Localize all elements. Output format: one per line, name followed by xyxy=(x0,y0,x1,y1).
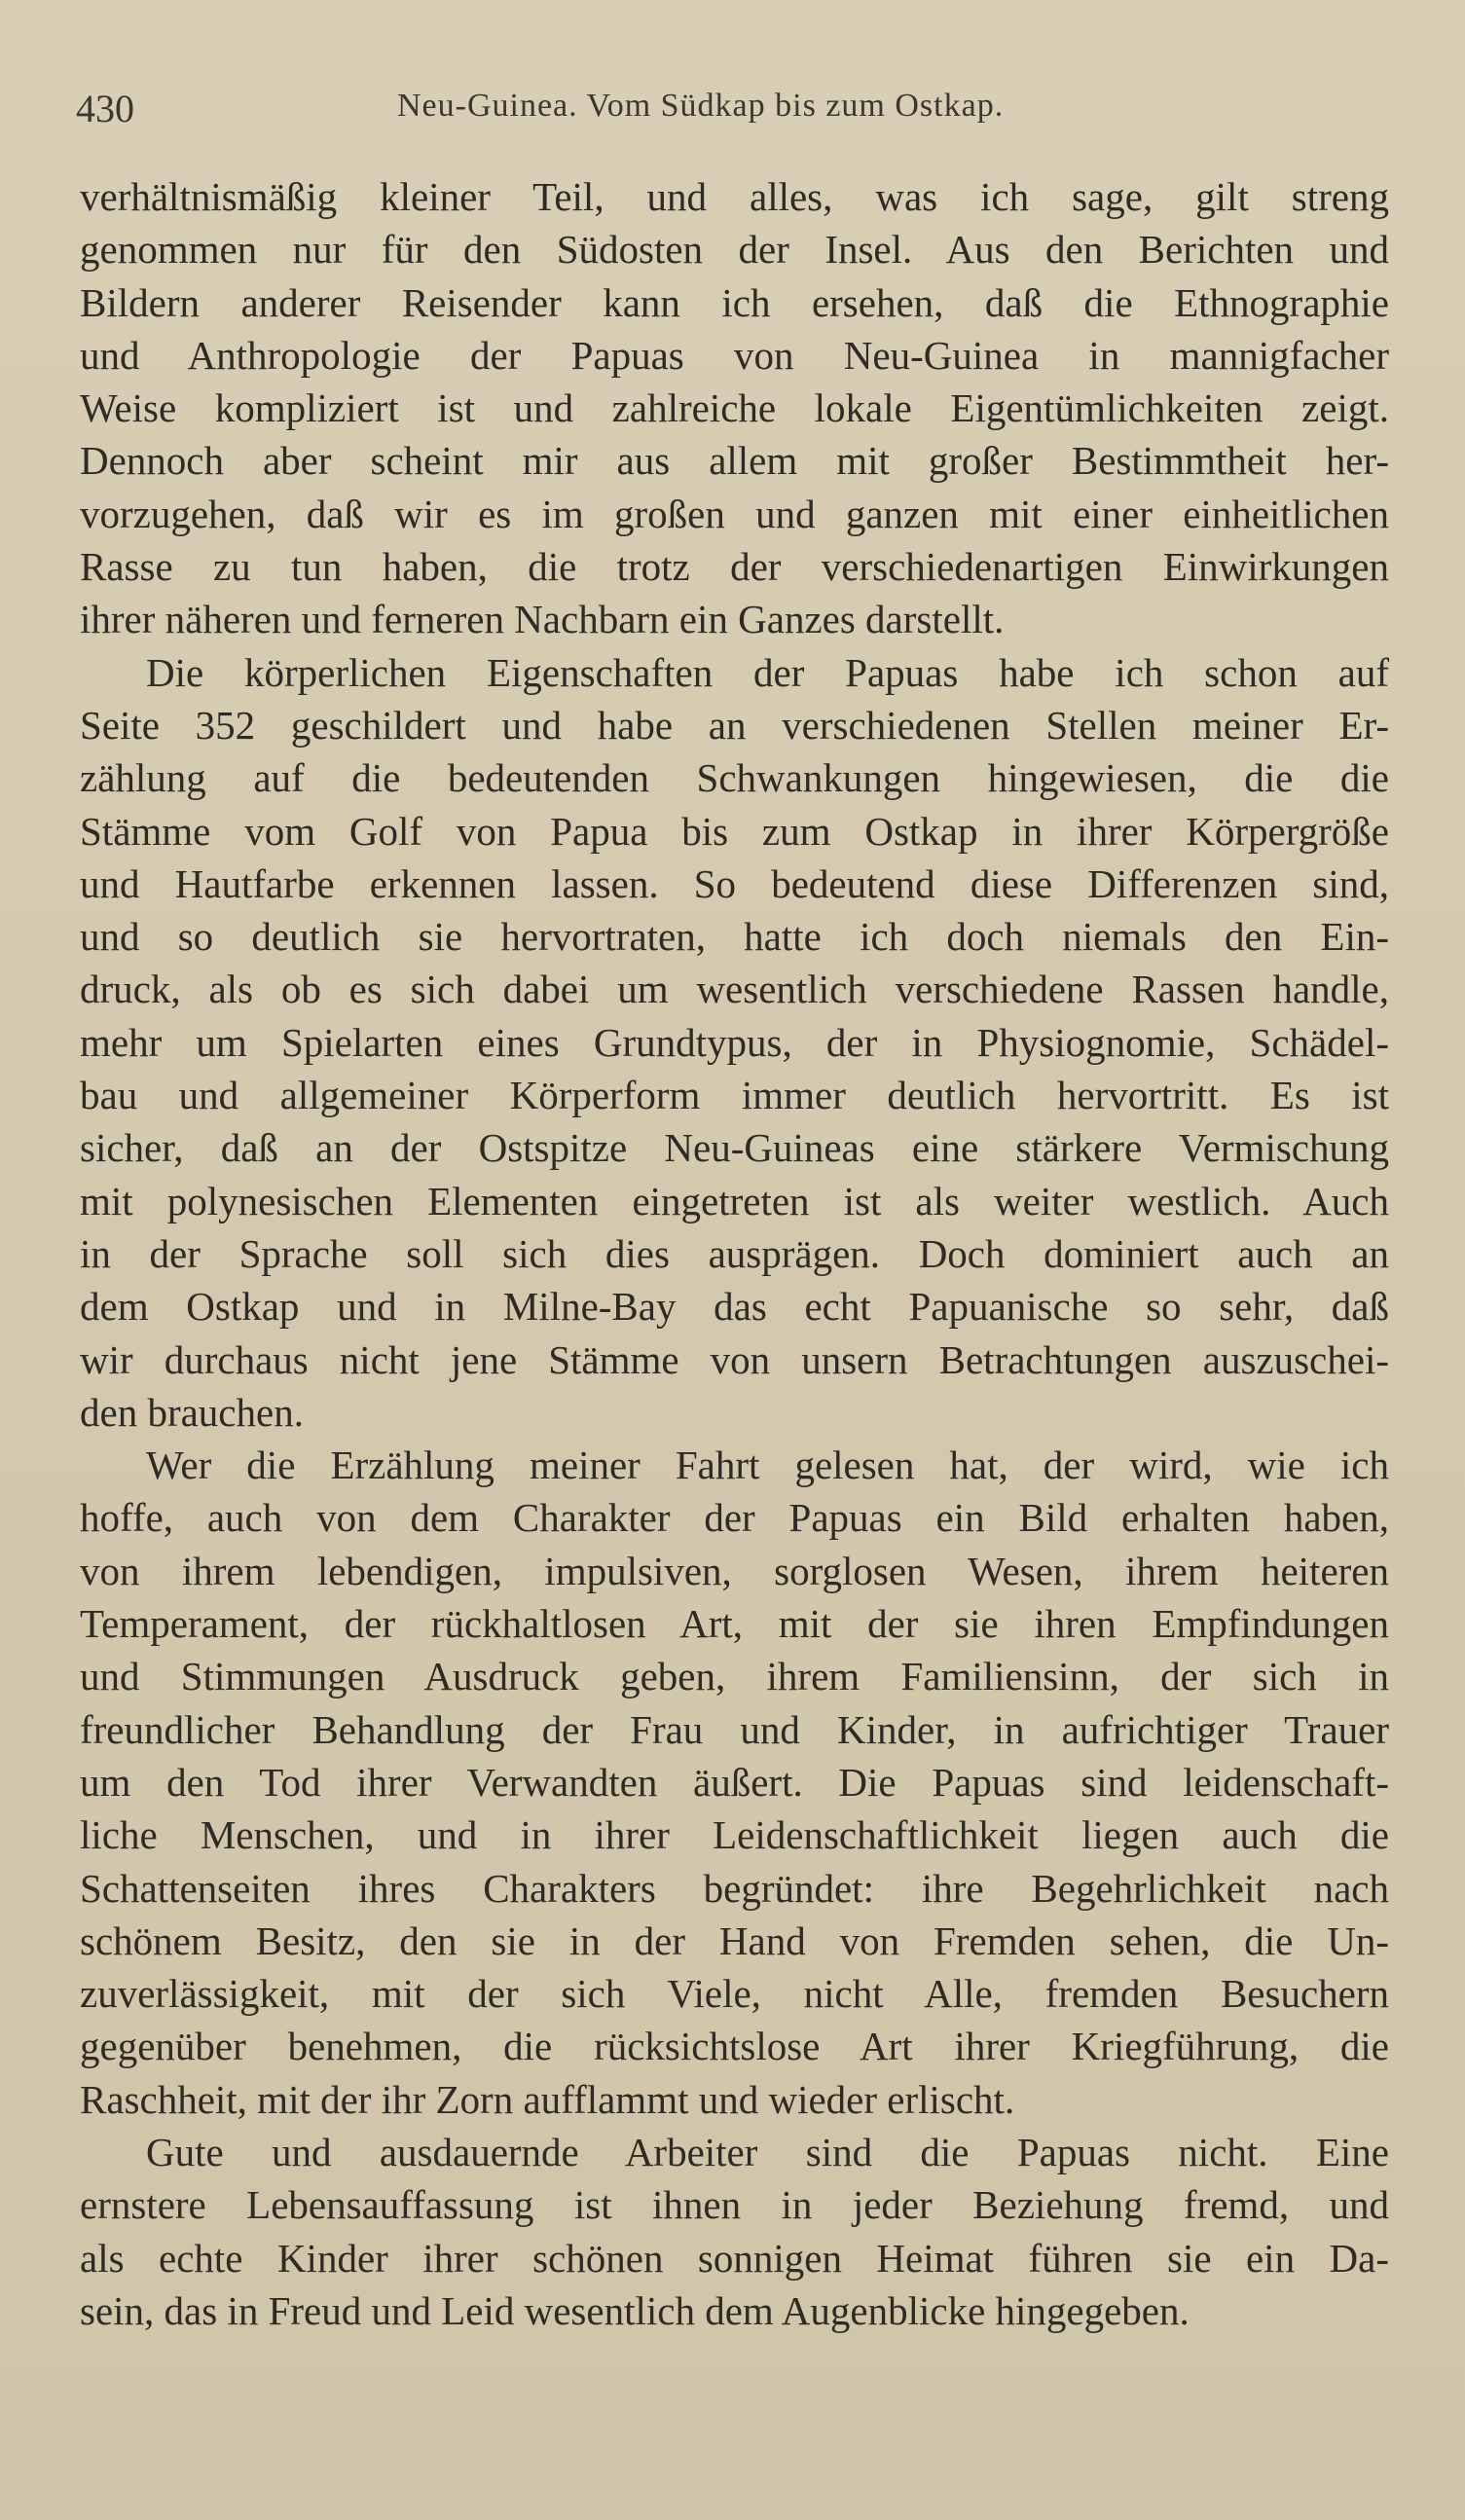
text-line: ernstere Lebensauffassung ist ihnen in jeder Beziehung fremd, und xyxy=(80,2182,1389,2228)
page-header xyxy=(76,86,1390,134)
text-line: schönem Besitz, den sie in der Hand von Fremden sehen, die Un- xyxy=(80,1917,1389,1963)
text-line: Dennoch aber scheint mir aus allem mit großer Bestimmtheit her- xyxy=(80,438,1389,484)
body-text xyxy=(80,170,1389,2337)
text-line: Rasse zu tun haben, die trotz der verschiedenartigen Einwirkungen xyxy=(80,544,1389,590)
text-line: und Stimmungen Ausdruck geben, ihrem Familiensinn, der sich in xyxy=(80,1654,1389,1699)
text-line: zuverlässigkeit, mit der sich Viele, nicht Alle, fremden Besuchern xyxy=(80,1971,1389,2017)
paragraph xyxy=(80,170,1389,646)
paragraph xyxy=(80,2126,1389,2337)
text-line: gegenüber benehmen, die rücksichtslose Art ihrer Kriegführung, die xyxy=(80,2024,1389,2069)
text-line: mit polynesischen Elementen eingetreten ist als weiter westlich. Auch xyxy=(80,1178,1389,1223)
text-line: mehr um Spielarten eines Grundtypus, der in Physiognomie, Schädel- xyxy=(80,1019,1389,1065)
text-line: Weise kompliziert ist und zahlreiche lokale Eigentümlichkeiten zeigt. xyxy=(80,385,1389,431)
text-line: und Hautfarbe erkennen lassen. So bedeutend diese Differenzen sind, xyxy=(80,860,1389,906)
text-line: vorzugehen, daß wir es im großen und ganzen mit einer einheitlichen xyxy=(80,491,1389,536)
text-line: in der Sprache soll sich dies ausprägen. Doch dominiert auch an xyxy=(80,1230,1389,1276)
text-line: bau und allgemeiner Körperform immer deutlich hervortritt. Es ist xyxy=(80,1073,1389,1118)
text-line: druck, als ob es sich dabei um wesentlich verschiedene Rassen handle, xyxy=(80,967,1389,1012)
paragraph xyxy=(80,646,1389,1439)
page-number: 430 xyxy=(76,87,134,130)
text-line: liche Menschen, und in ihrer Leidenschaftlichkeit liegen auch die xyxy=(80,1812,1389,1858)
text-line: um den Tod ihrer Verwandten äußert. Die Papuas sind leidenschaft- xyxy=(80,1759,1389,1805)
text-line: Schattenseiten ihres Charakters begründet: ihre Begehrlichkeit nach xyxy=(80,1865,1389,1911)
paragraph xyxy=(80,1439,1389,2126)
text-line: Temperament, der rückhaltlosen Art, mit der sie ihren Empfindungen xyxy=(80,1601,1389,1647)
text-line: sein, das in Freud und Leid wesentlich dem Augenblicke hingegeben. xyxy=(80,2287,1190,2333)
text-line: den brauchen. xyxy=(80,1389,304,1435)
text-line: verhältnismäßig kleiner Teil, und alles, was ich sage, gilt streng xyxy=(80,174,1389,219)
text-line: als echte Kinder ihrer schönen sonnigen Heimat führen sie ein Da- xyxy=(80,2235,1389,2281)
text-line: sicher, daß an der Ostspitze Neu-Guineas eine stärkere Vermischung xyxy=(80,1125,1389,1171)
text-line: Gute und ausdauernde Arbeiter sind die Papuas nicht. Eine xyxy=(146,2129,1389,2174)
text-line: Raschheit, mit der ihr Zorn aufflammt und wieder erlischt. xyxy=(80,2076,1015,2122)
text-line: genommen nur für den Südosten der Insel. Aus den Berichten und xyxy=(80,227,1389,273)
text-line: dem Ostkap und in Milne-Bay das echt Papuanische so sehr, daß xyxy=(80,1284,1389,1330)
text-line: Stämme vom Golf von Papua bis zum Ostkap in ihrer Körpergröße xyxy=(80,808,1389,854)
text-line: Bildern anderer Reisender kann ich ersehen, daß die Ethnographie xyxy=(80,279,1389,325)
text-line: hoffe, auch von dem Charakter der Papuas ein Bild erhalten haben, xyxy=(80,1495,1389,1541)
text-line: und so deutlich sie hervortraten, hatte ich doch niemals den Ein- xyxy=(80,914,1389,960)
running-head: Neu-Guinea. Vom Südkap bis zum Ostkap. xyxy=(397,88,1005,124)
text-line: und Anthropologie der Papuas von Neu-Guinea in mannigfacher xyxy=(80,332,1389,378)
text-line: Die körperlichen Eigenschaften der Papuas habe ich schon auf xyxy=(146,649,1389,695)
text-line: freundlicher Behandlung der Frau und Kinder, in aufrichtiger Trauer xyxy=(80,1706,1389,1752)
text-line: zählung auf die bedeutenden Schwankungen hingewiesen, die die xyxy=(80,755,1389,801)
text-line: ihrer näheren und ferneren Nachbarn ein Ganzes darstellt. xyxy=(80,597,1005,642)
text-line: Seite 352 geschildert und habe an verschiedenen Stellen meiner Er- xyxy=(80,702,1389,748)
text-line: von ihrem lebendigen, impulsiven, sorglosen Wesen, ihrem heiteren xyxy=(80,1548,1389,1593)
text-line: wir durchaus nicht jene Stämme von unsern Betrachtungen auszuschei- xyxy=(80,1336,1389,1382)
text-line: Wer die Erzählung meiner Fahrt gelesen hat, der wird, wie ich xyxy=(146,1443,1389,1488)
